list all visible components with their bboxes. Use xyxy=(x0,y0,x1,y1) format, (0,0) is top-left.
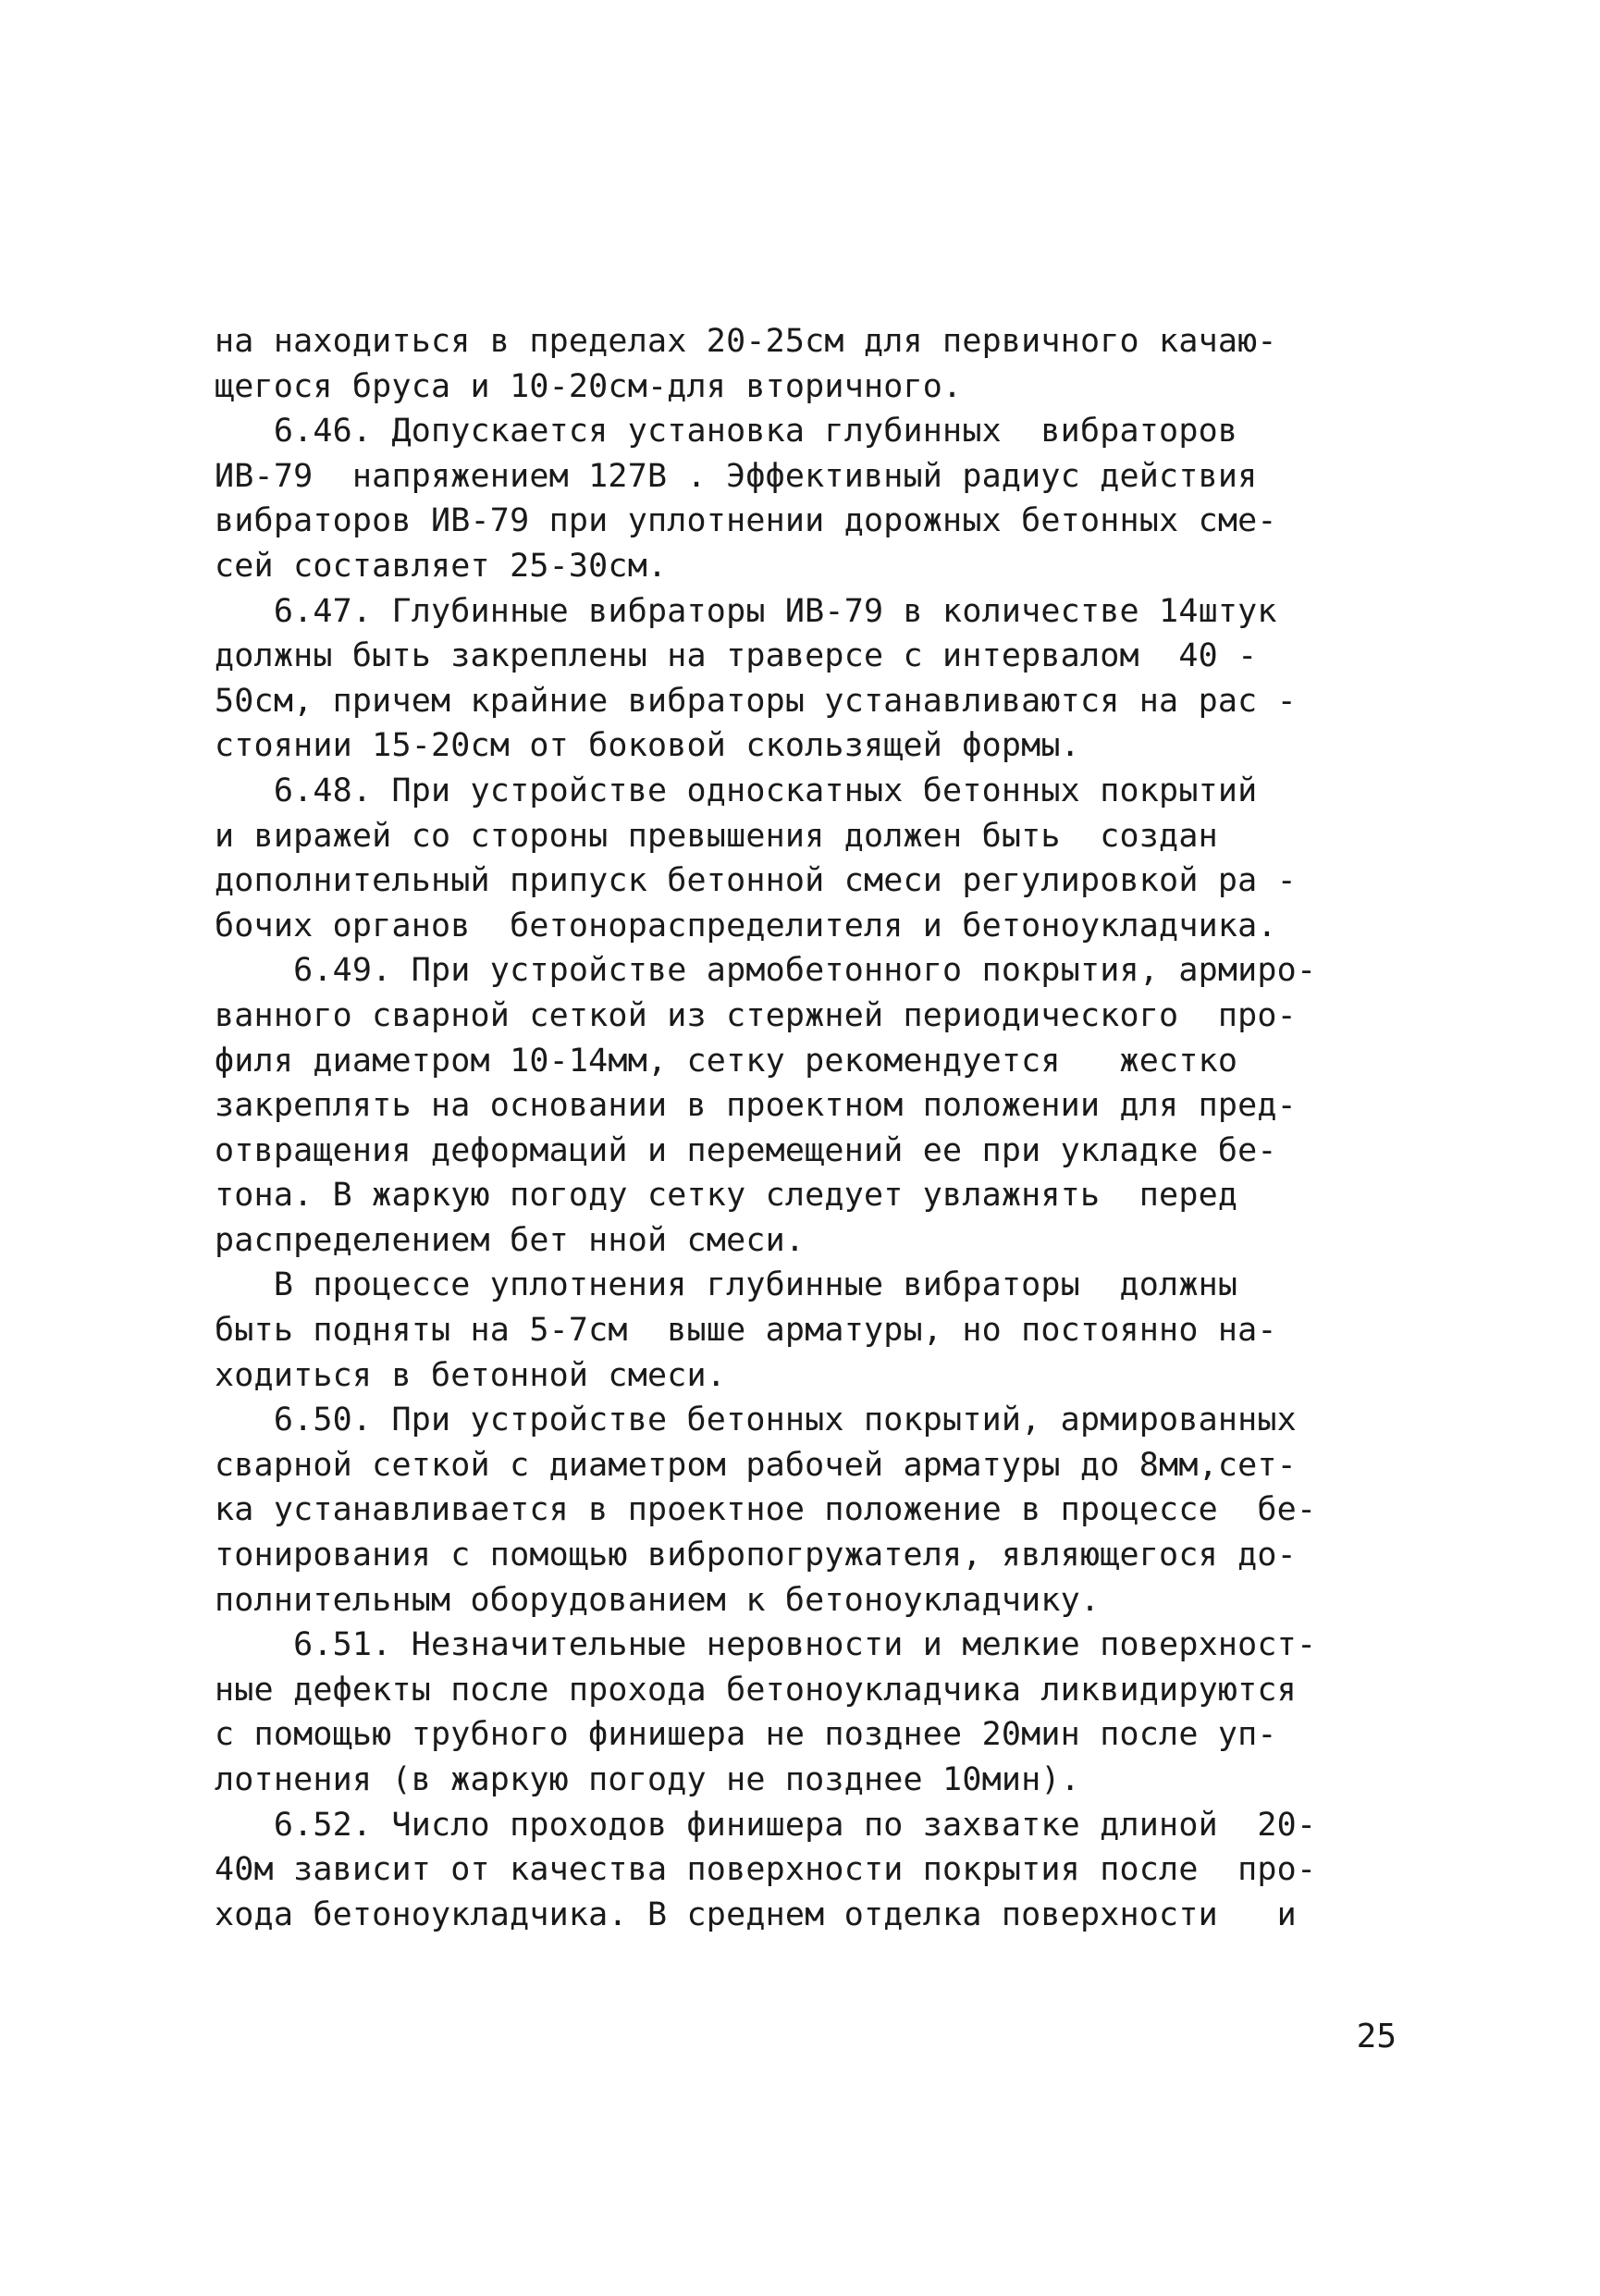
text-line: вибраторов ИВ-79 при уплотнении дорожных бетонных сме- xyxy=(215,502,1277,540)
text-line: тонирования с помощью вибропогружателя, являющегося до- xyxy=(215,1537,1297,1574)
text-line: закреплять на основании в проектном положении для пред- xyxy=(215,1087,1297,1125)
text-line: ходиться в бетонной смеси. xyxy=(215,1356,727,1394)
text-line: дополнительный припуск бетонной смеси регулировкой ра - xyxy=(215,862,1297,900)
text-line: 40м зависит от качества поверхности покрытия после про- xyxy=(215,1851,1317,1889)
text-line: ка устанавливается в проектное положение в процессе бе- xyxy=(215,1491,1317,1529)
text-line: 6.47. Глубинные вибраторы ИВ-79 в количестве 14штук xyxy=(215,592,1277,630)
text-line: сей составляет 25-30см. xyxy=(215,547,668,585)
text-line: 6.50. При устройстве бетонных покрытий, армированных xyxy=(215,1401,1297,1439)
text-line: отвращения деформаций и перемещений ее при укладке бе- xyxy=(215,1131,1277,1169)
text-line: быть подняты на 5-7см выше арматуры, но постоянно на- xyxy=(215,1312,1277,1350)
text-line: бочих органов бетонораспределителя и бетоноукладчика. xyxy=(215,907,1277,944)
text-line: 50см, причем крайние вибраторы устанавливаются на рас - xyxy=(215,682,1297,720)
text-line: щегося бруса и 10-20см-для вторичного. xyxy=(215,367,963,405)
page-number: 25 xyxy=(1356,2018,1397,2055)
text-line: 6.46. Допускается установка глубинных вибраторов xyxy=(215,413,1238,451)
text-line: тона. В жаркую погоду сетку следует увлажнять перед xyxy=(215,1177,1238,1215)
text-line: ные дефекты после прохода бетоноукладчика ликвидируются xyxy=(215,1671,1297,1709)
text-line: 6.49. При устройстве армобетонного покрытия, армиро- xyxy=(215,952,1317,990)
text-line: стоянии 15-20см от боковой скользящей формы. xyxy=(215,727,1080,765)
text-line: должны быть закреплены на траверсе с интервалом 40 - xyxy=(215,637,1258,675)
text-line: и виражей со стороны превышения должен быть создан xyxy=(215,817,1218,855)
text-line: ИВ-79 напряжением 127В . Эффективный радиус действия xyxy=(215,457,1258,495)
text-line: 6.48. При устройстве односкатных бетонных покрытий xyxy=(215,772,1258,809)
text-line: 6.52. Число проходов финишера по захватке длиной 20- xyxy=(215,1806,1317,1844)
text-line: сварной сеткой с диаметром рабочей арматуры до 8мм,сет- xyxy=(215,1446,1297,1484)
text-line: хода бетоноукладчика. В среднем отделка поверхности и xyxy=(215,1895,1297,1933)
text-line: на находиться в пределах 20-25см для первичного качаю- xyxy=(215,323,1277,360)
text-line: В процессе уплотнения глубинные вибраторы должны xyxy=(215,1266,1238,1304)
text-line: филя диаметром 10-14мм, сетку рекомендуется жестко xyxy=(215,1042,1238,1080)
text-line: полнительным оборудованием к бетоноукладчику. xyxy=(215,1581,1101,1619)
body-text xyxy=(215,319,1398,1937)
text-line: лотнения (в жаркую погоду не позднее 10мин). xyxy=(215,1761,1080,1798)
text-line: распределением бет нной смеси. xyxy=(215,1221,806,1259)
text-line: 6.51. Незначительные неровности и мелкие поверхност- xyxy=(215,1626,1317,1664)
text-line: с помощью трубного финишера не позднее 20мин после уп- xyxy=(215,1716,1277,1754)
text-line: ванного сварной сеткой из стержней периодического про- xyxy=(215,996,1297,1034)
